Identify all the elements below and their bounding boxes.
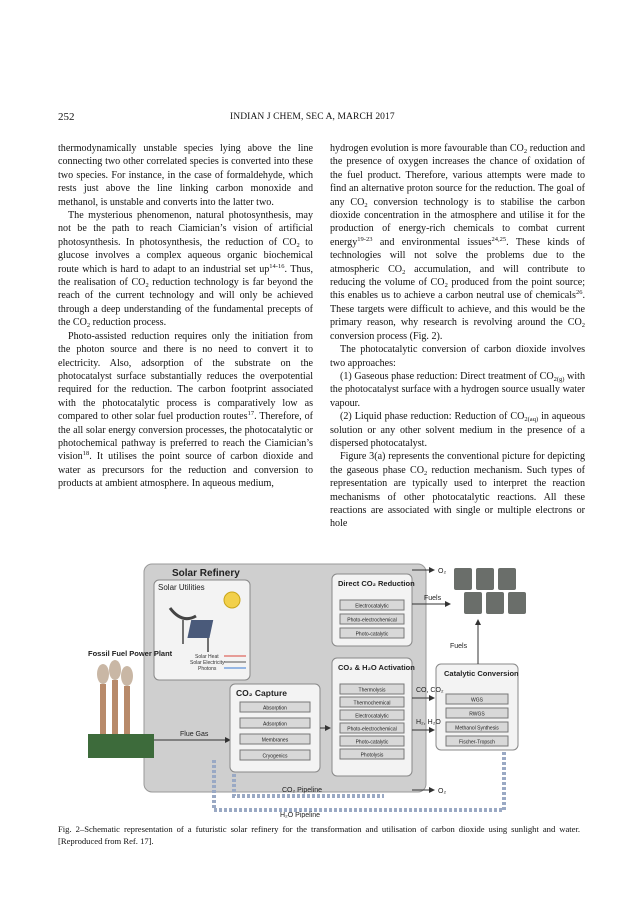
paragraph: Photo-assisted reduction requires only the initiation from the photon source and there is no need to convert it to electricity. Also, adsorption of the substrate on the photocatalyst surface substantially reduces the overpotential required for the reduction. The carbon footprint associated with the photocatalytic process is comparatively low as compared to other solar fuel production routes$^{17}$. Therefore, of the all solar energy conversion processes, the photocatalytic or photochemical pathway is preferred to reach the Ciamician’s vision$^{18}$. It utilises the point source of carbon dioxide and water as precursors for the reduction and conversion to products at ambient atmosphere. In aqueous medium, xyxy=(58,330,313,490)
solar-refinery-figure xyxy=(84,560,546,860)
process-label: Photo-catalytic xyxy=(355,739,389,746)
co-co2-label: CO, CO₂ xyxy=(416,687,444,694)
legend-solar-heat: Solar Heat xyxy=(195,654,219,660)
refinery-title: Solar Refinery xyxy=(172,568,240,579)
process-label: Cryogenics xyxy=(262,753,288,760)
process-label: Thermolysis xyxy=(358,687,386,694)
fossil-plant-label: Fossil Fuel Power Plant xyxy=(88,649,173,658)
process-label: Electrocatalytic xyxy=(355,713,389,720)
paragraph: thermodynamically unstable species lying above the line connecting two other correlated species is converted into these two species. For instance, in the case of formaldehyde, which rests just above the line linking carbon monoxide and methanol, is unstable and converts into the latter two. xyxy=(58,143,313,208)
o2-bottom-label: O₂ xyxy=(438,788,447,795)
process-label: Photo-electrochemical xyxy=(347,617,397,624)
h2-h2o-label: H₂, H₂O xyxy=(416,719,441,726)
paragraph: (2) Liquid phase reduction: Reduction of $CO_{2(aq)}$ in aqueous solution or any other solvent medium in the presence of a dispersed photocatalyst. xyxy=(330,411,585,449)
fuels-label-right: Fuels xyxy=(450,643,468,650)
fuels-label-top: Fuels xyxy=(424,595,442,602)
process-label: WGS xyxy=(471,697,483,704)
process-label: RWGS xyxy=(469,711,485,718)
direct-title: Direct CO₂ Reduction xyxy=(338,579,415,588)
solar-refinery-diagram xyxy=(84,560,546,818)
legend-photons: Photons xyxy=(198,666,217,672)
fuel-barrels-icon xyxy=(454,568,526,614)
paragraph: (1) Gaseous phase reduction: Direct treatment of $CO_{2(g)}$ with the photocatalyst surface with a hydrogen source usually water vapour. xyxy=(330,370,585,409)
process-label: Electrocatalytic xyxy=(355,603,389,610)
paragraph: The mysterious phenomenon, natural photosynthesis, may not be the path to reach Ciamician’s vision of artificial photosynthesis. In photosynthesis, the reduction of $CO_2$ to glucose involves a complex aqueous organic biochemical route which is hard to adapt to an industrial set $up^{14-16}$. Thus, the realisation of $CO_2$ reduction technology is far beyond the reach of the current technology and will only be achieved through a deep understanding of the fundamental precepts of the $CO_2$ reduction process. xyxy=(58,210,313,330)
journal-title: INDIAN J CHEM, SEC A, MARCH 2017 xyxy=(230,112,395,122)
citation: 17 xyxy=(247,410,255,418)
figure-caption: Fig. 2–Schematic representation of a futuristic solar refinery for the transformation and utilisation of carbon dioxide using sunlight and water. [Reproduced from Ref. 17]. xyxy=(58,824,580,846)
running-header xyxy=(58,111,580,125)
co2-pipeline-label: CO₂ Pipeline xyxy=(282,787,323,794)
solar-panel-icon xyxy=(187,620,213,638)
solar-utilities-label: Solar Utilities xyxy=(158,583,205,592)
paragraph: The photocatalytic conversion of carbon dioxide involves two approaches: xyxy=(330,344,585,369)
process-label: Photo-electrochemical xyxy=(347,726,397,733)
capture-title: CO₂ Capture xyxy=(236,688,288,698)
sun-icon xyxy=(224,592,240,608)
process-label: Photo-catalytic xyxy=(355,631,389,638)
process-label: Adsorption xyxy=(263,721,287,728)
process-label: Membranes xyxy=(261,737,289,744)
legend-solar-electricity: Solar Electricity xyxy=(190,660,225,666)
process-label: Absorption xyxy=(263,705,287,712)
page-number: 252 xyxy=(58,111,75,123)
citation: 24,25 xyxy=(491,235,507,243)
activation-title: CO₂ & H₂O Activation xyxy=(338,663,415,672)
paragraph: hydrogen evolution is more favourable than $CO_2$ reduction and the presence of oxygen increases the chance of oxidation of the fuel product. Therefore, various attempts were made to find an alternative proton source for the reduction. The goal of any $CO_2$ conversion technology is to stabilise the carbon dioxide concentration in the atmosphere and utilise it for the production of energy-rich chemicals to combat current energy$^{19-23}$ and environmental issues$^{24,25}$. These kinds of technologies will not solve the problems due to the atmospheric $CO_2$ accumulation, and will contribute to reducing the volume of $CO_2$ produced from the point source; this enables us to achieve a carbon neutral use of chemicals$^{26}$. These targets were difficult to achieve, and this would be the primary reason, why research is revolving around the $CO_2$ conversion process (Fig. 2). xyxy=(330,143,585,342)
paragraph: Figure 3(a) represents the conventional picture for depicting the gaseous phase $CO_2$ reduction mechanism. Such types of representation are typically used to interpret the reaction mechanisms of other photocatalytic reactions. All these reactions are associated with single or multiple electrons or hole xyxy=(330,451,585,530)
citation: 14-16 xyxy=(269,262,285,270)
flue-gas-label: Flue Gas xyxy=(180,731,209,738)
h2o-pipeline-label: H₂O Pipeline xyxy=(280,812,321,818)
citation: 26 xyxy=(575,289,583,297)
right-column xyxy=(330,142,585,531)
process-label: Thermochemical xyxy=(353,700,391,707)
citation: 18 xyxy=(82,450,90,458)
left-column xyxy=(58,142,313,491)
process-label: Methanol Synthesis xyxy=(455,725,499,732)
citation: 19-23 xyxy=(357,235,373,243)
catalytic-title: Catalytic Conversion xyxy=(444,669,519,678)
process-label: Photolysis xyxy=(360,752,384,759)
process-label: Fischer-Tropsch xyxy=(459,739,495,746)
direct-items xyxy=(340,600,404,638)
o2-top-label: O₂ xyxy=(438,568,447,575)
